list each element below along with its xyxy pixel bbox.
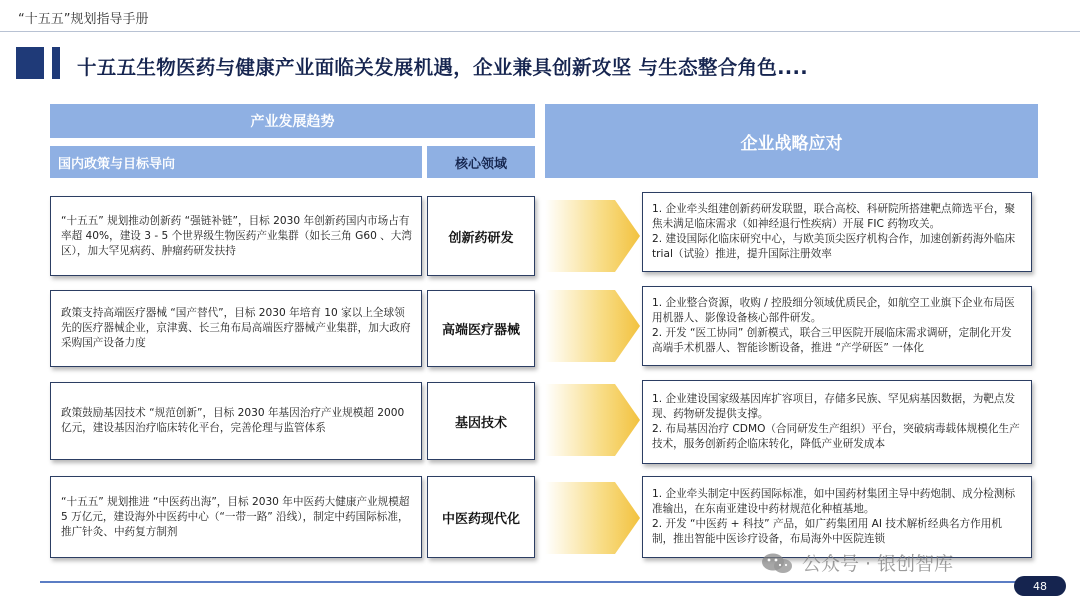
policy-text: 政策支持高端医疗器械 “国产替代”，目标 2030 年培育 10 家以上全球领先的医疗器械企业，京津冀、长三角布局高端医疗器械产业集群，加大政府采购国产设备力度 [61,307,411,349]
strategy-item: 2. 开发 “医工协同” 创新模式，联合三甲医院开展临床需求调研，定制化开发高端手术机器人、智能诊断设备，推进 “产学研医” 一体化 [652,327,1012,354]
policy-text: 政策鼓励基因技术 “规范创新”，目标 2030 年基因治疗产业规模超 2000 亿元，建设基因治疗临床转化平台，完善伦理与监管体系 [61,407,405,434]
watermark [760,549,953,576]
policy-box-1 [50,196,422,276]
title-marker-bar [52,47,60,79]
policy-box-3 [50,382,422,460]
arrow-right-icon [545,196,642,276]
policy-box-4 [50,476,422,558]
strategy-section-header: 企业战略应对 [545,104,1038,178]
watermark-text: 公众号 · 银创智库 [802,553,954,575]
arrow-right-icon [545,380,642,460]
policy-text: “十五五” 规划推进 “中医药出海”，目标 2030 年中医药大健康产业规模超 5 万亿元，建设海外中医药中心（“一带一路” 沿线），制定中药国际标准，推广针灸、中药复方制剂 [61,495,410,538]
arrow-right-icon [545,286,642,366]
footer-divider [40,581,1040,583]
strategy-item: 1. 企业整合资源，收购 / 控股细分领域优质民企，如航空工业旗下企业布局医用机器人、影像设备核心部件研发。 [652,297,1015,324]
core-label: 高端医疗器械 [441,323,520,338]
strategy-item: 1. 企业牵头制定中医药国际标准，如中国药材集团主导中药炮制、成分检测标准输出，在东南亚建设中药材规范化种植基地。 [652,488,1016,515]
wechat-icon [760,552,794,574]
policy-column-header: 国内政策与目标导向 [50,146,422,178]
page-number: 48 [1014,576,1066,596]
core-label: 中医药现代化 [441,511,520,527]
strategy-item: 2. 建设国际化临床研究中心，与欧美顶尖医疗机构合作，加速创新药海外临床 trial（试验）推进，提升国际注册效率 [652,233,1016,260]
policy-text: “十五五” 规划推动创新药 “强链补链”，目标 2030 年创新药国内市场占有率超 40%，建设 3 - 5 个世界级生物医药产业集群（如长三角 G60 、大湾区），加大罕见病药、肿瘤药研发扶持 [61,214,412,257]
strategy-box-1 [642,192,1032,272]
strategy-box-4 [642,476,1032,558]
trend-section-header: 产业发展趋势 [50,104,535,138]
core-box-3 [427,382,535,460]
title-marker-block [16,47,44,79]
core-box-4 [427,476,535,558]
core-box-2 [427,290,535,367]
core-box-1 [427,196,535,276]
core-label: 创新药研发 [448,230,514,246]
core-label: 基因技术 [454,415,507,431]
strategy-item: 2. 开发 “中医药 + 科技” 产品，如广药集团用 AI 技术解析经典名方作用机制，推出智能中医诊疗设备，布局海外中医院连锁 [652,518,1002,545]
header-divider [0,31,1080,32]
core-column-header: 核心领域 [427,146,535,178]
strategy-item: 1. 企业建设国家级基因库扩容项目，存储多民族、罕见病基因数据，为靶点发现、药物研发提供支撑。 [652,393,1016,420]
strategy-item: 1. 企业牵头组建创新药研发联盟，联合高校、科研院所搭建靶点筛选平台，聚焦未满足临床需求（如神经退行性疾病）开展 FIC 药物攻关。 [652,203,1016,230]
strategy-item: 2. 布局基因治疗 CDMO（合同研发生产组织）平台，突破病毒载体规模化生产技术，服务创新药企临床转化，降低产业研发成本 [652,423,1020,450]
strategy-box-2 [642,286,1032,366]
header-title: “十五五”规划指导手册 [18,12,149,27]
strategy-box-3 [642,380,1032,464]
arrow-right-icon [545,478,642,558]
page-title: 十五五生物医药与健康产业面临关发展机遇，企业兼具创新攻坚 与生态整合角色.... [77,56,808,79]
policy-box-2 [50,290,422,367]
